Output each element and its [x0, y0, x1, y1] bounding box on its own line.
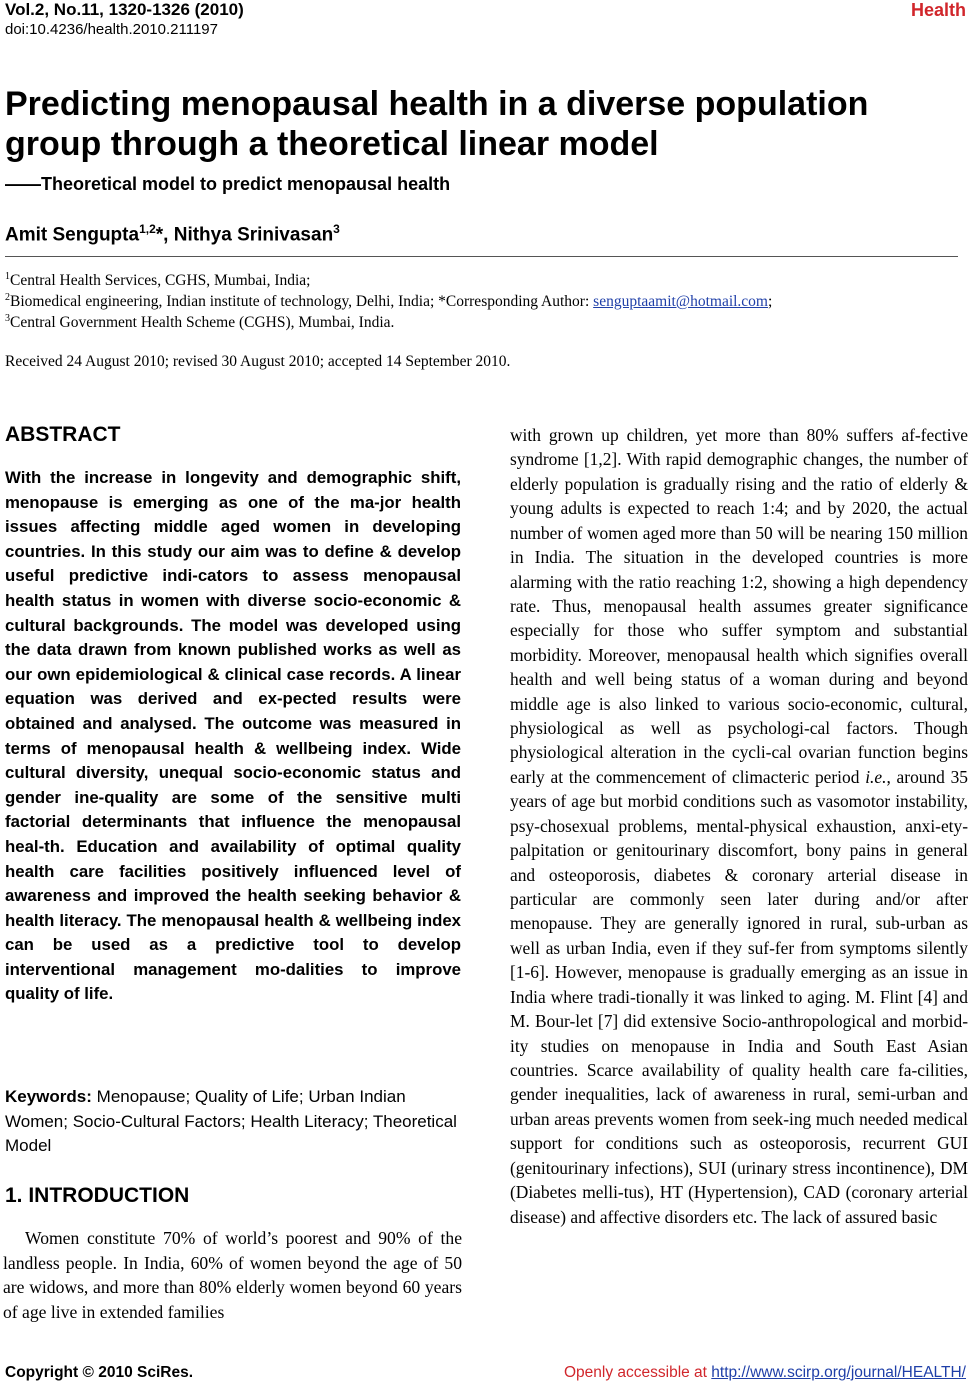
- doi: doi:10.4236/health.2010.211197: [5, 21, 218, 38]
- author-affiliation-mark: 3: [333, 222, 340, 236]
- introduction-heading: 1. INTRODUCTION: [5, 1184, 190, 1207]
- author-list: [5, 222, 340, 246]
- body-text: with grown up children, yet more than 80% suffers af-fective syndrome [1,2]. With rapid demographic changes, the number of elderly population is gradually rising and the ratio of elderly & young adults is expected to reach 1:4; and by 2020, the actual number of women aged more than 50 will be nearing 150 million in India. The situation in the developed countries is more alarming with the ratio reaching 1:2, showing a high dependency rate. Thus, menopausal health assumes greater significance especially for those who suffer symptom and substantial morbidity. Moreover, menopausal health which signifies overall health and well being status of a woman during and beyond middle age is also linked to various socio-economic, cultural, physiological as well as psychologi-cal factors. Though physiological alteration in the cycli-cal ovarian function begins early at the commencement of climacteric period: [510, 425, 968, 787]
- received-dates: Received 24 August 2010; revised 30 August 2010; accepted 14 September 2010.: [5, 353, 511, 370]
- affiliation-text: Central Health Services, CGHS, Mumbai, India;: [10, 272, 311, 290]
- open-access-notice: [564, 1364, 966, 1382]
- body-text-italic: i.e.: [865, 766, 887, 787]
- affiliation: [5, 309, 394, 333]
- affiliation-number: 3: [5, 313, 10, 324]
- keywords-text: Menopause; Quality of Life; Urban Indian Women; Socio-Cultural Factors; Health Literacy; Theoretical Model: [5, 1087, 457, 1156]
- abstract-heading: ABSTRACT: [5, 423, 121, 446]
- introduction-text-continued: [510, 423, 968, 1229]
- affiliation-text-end: ;: [768, 293, 773, 311]
- body-text: , around 35 years of age but morbid conditions such as vasomotor instability, psy-chosexual problems, mental-physical exhaustion, anxi-ety-palpitation or genitourinary discomfort, bony pains in general and osteoporosis, diabetes & coronary arterial disease in particular are commonly seen later during and/or after menopause. They are generally ignored in rural, sub-urban as well as urban India, even if they suf-fer from symptoms silently [1-6]. However, menopause is gradually emerging as an issue in India where tradi-tionally it was linked to aging. M. Flint [4] and M. Bour-let [7] did extensive Socio-anthropological and morbid-ity studies on menopause in India and South East Asian countries. Scarce availability of quality health care fa-cilities, gender inequalities, lack of awareness in rural, semi-urban and urban areas prevents women from seek-ing much needed medical support for conditions such as osteoporosis, recurrent GUI (genitourinary infections), SUI (urinary stress incontinence), DM (Diabetes melli-tus), HT (Hypertension), CAD (coronary arterial disease) and affective disorders etc. The lack of assured basic: [510, 766, 969, 1227]
- author-affiliation-mark: 1,2: [139, 222, 156, 236]
- affiliation-text: Central Government Health Scheme (CGHS), Mumbai, India.: [10, 314, 395, 332]
- author-name: Nithya Srinivasan: [173, 224, 334, 246]
- article-title: Predicting menopausal health in a diverse population group through a theoretical linear model: [5, 85, 869, 163]
- affiliation-text: Biomedical engineering, Indian institute of technology, Delhi, India; *Corresponding Author:: [10, 293, 594, 311]
- copyright: Copyright © 2010 SciRes.: [5, 1364, 194, 1381]
- corresponding-author-mark: *: [155, 224, 164, 246]
- author-name: Amit Sengupta: [5, 224, 140, 246]
- journal-volume-info: Vol.2, No.11, 1320-1326 (2010): [5, 0, 244, 19]
- affiliation-number: 2: [5, 292, 10, 303]
- author-separator: ,: [163, 224, 174, 246]
- keywords-label: Keywords:: [5, 1087, 92, 1106]
- journal-name: Health: [910, 0, 966, 20]
- abstract-text: With the increase in longevity and demographic shift, menopause is emerging as one of the ma-jor health issues affecting middle aged women in developing countries. In this study our aim was to define & develop useful predictive indi-cators to assess menopausal health status in women with diverse socio-economic & cultural backgrounds. The model was developed using the data drawn from known published works as well as our own epidemiological & clinical case records. A linear equation was derived and ex-pected results were obtained and analysed. The outcome was measured in terms of menopausal health & wellbeing index. Wide cultural diversity, unequal socio-economic status and gender ine-quality are some of the sensitive multi factorial determinants that influence the menopausal heal-th. Education and availability of optimal quality health care facilities positively influenced level of awareness and improved the health seeking behavior & health literacy. The menopausal health & wellbeing index can be used as a predictive tool to develop interventional management mo-dalities to improve quality of life.: [5, 468, 461, 1004]
- keywords: [5, 1085, 461, 1159]
- header-divider: [5, 256, 958, 257]
- journal-url-link[interactable]: http://www.scirp.org/journal/HEALTH/: [711, 1364, 966, 1381]
- article-subtitle: ——Theoretical model to predict menopausal health: [5, 174, 451, 194]
- introduction-text: Women constitute 70% of world’s poorest and 90% of the landless people. In India, 60% of women beyond the age of 50 are widows, and more than 80% elderly women beyond 60 years of age live in extended families: [3, 1228, 462, 1322]
- affiliation-number: 1: [5, 271, 10, 282]
- corresponding-email-link[interactable]: senguptaamit@hotmail.com: [593, 293, 768, 311]
- open-access-label: Openly accessible at: [563, 1364, 712, 1381]
